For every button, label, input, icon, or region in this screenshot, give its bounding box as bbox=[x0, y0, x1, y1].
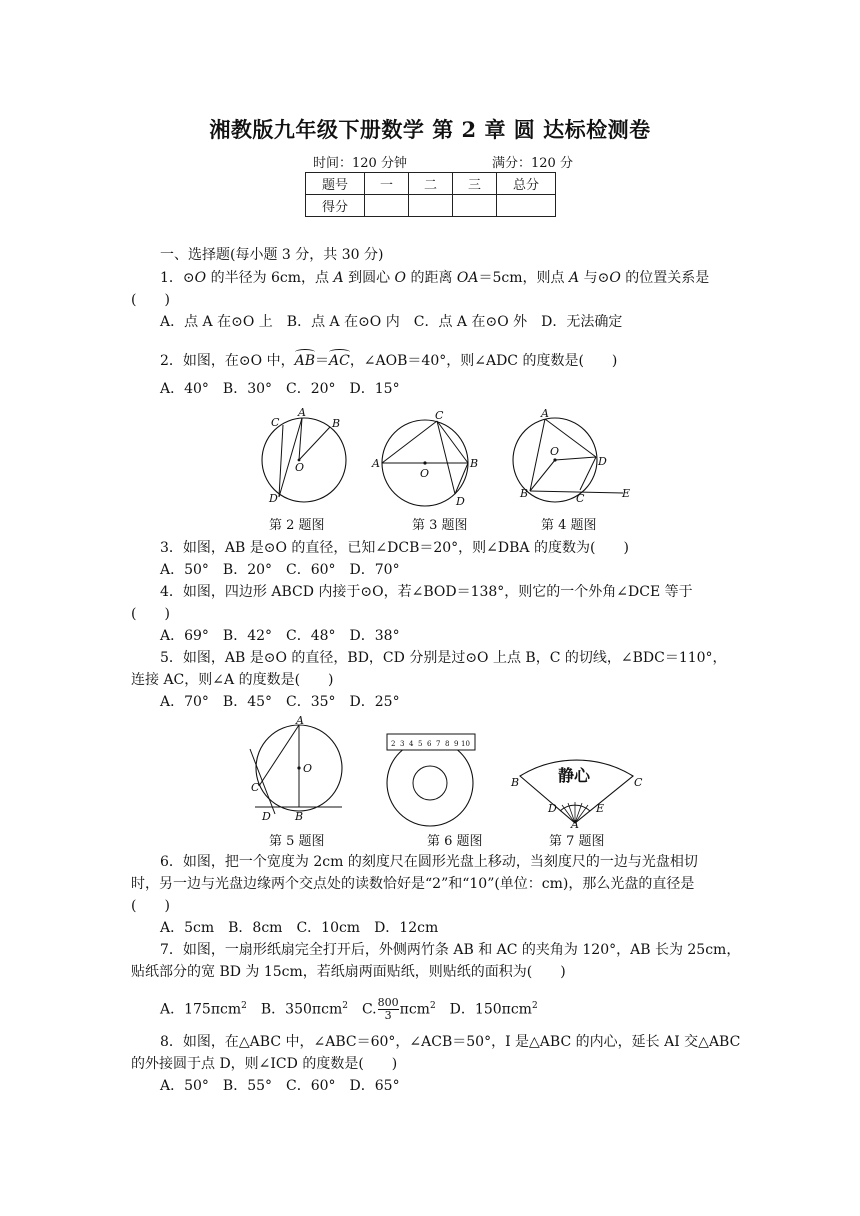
fig4-label-c: C bbox=[576, 492, 585, 505]
fig5-label-c: C bbox=[251, 781, 260, 794]
question-6-options: A．5cm B．8cm C．10cm D．12cm bbox=[160, 920, 439, 936]
question-8-stem-2: 的外接圆于点 D，则∠ICD 的度数是( ) bbox=[131, 1056, 398, 1072]
fig5-label-d: D bbox=[262, 810, 271, 823]
exam-time: 时间：120 分钟 bbox=[313, 156, 407, 171]
fig4-label-a: A bbox=[541, 407, 549, 420]
fig3-label-b: B bbox=[470, 457, 479, 470]
figure-5-caption: 第 5 题图 bbox=[269, 834, 325, 849]
question-6-stem-1: 6．如图，把一个宽度为 2cm 的刻度尺在圆形光盘上移动，当刻度尺的一边与光盘相切 bbox=[160, 854, 698, 870]
question-1-paren: ( ) bbox=[131, 292, 170, 308]
question-4-paren: ( ) bbox=[131, 606, 170, 622]
section-heading: 一、选择题(每小题 3 分，共 30 分) bbox=[160, 247, 384, 263]
ruler-tick: 10 bbox=[461, 740, 470, 748]
fig3-label-a: A bbox=[372, 457, 380, 470]
score-cell: 二 bbox=[409, 173, 453, 195]
fig5-label-o: O bbox=[303, 762, 313, 775]
page-title: 湘教版九年级下册数学 第 2 章 圆 达标检测卷 bbox=[209, 117, 651, 142]
question-2-stem: 2．如图，在⊙O 中，AB＝AC，∠AOB＝40°，则∠ADC 的度数是( ) bbox=[160, 350, 760, 372]
fig7-label-b: B bbox=[511, 776, 520, 789]
figure-5 bbox=[245, 714, 350, 824]
fig4-label-d: D bbox=[598, 455, 607, 468]
question-7-stem-2: 贴纸部分的宽 BD 为 15cm，若纸扇两面贴纸，则贴纸的面积为( ) bbox=[131, 964, 566, 980]
question-5-options: A．70° B．45° C．35° D．25° bbox=[160, 694, 400, 710]
fig2-label-c: C bbox=[271, 416, 280, 429]
fig3-label-d: D bbox=[456, 495, 465, 508]
figure-4-caption: 第 4 题图 bbox=[541, 518, 597, 533]
exam-full-score: 满分：120 分 bbox=[492, 156, 573, 171]
fig4-label-o: O bbox=[550, 445, 560, 458]
score-input-cell bbox=[453, 195, 497, 217]
ruler-tick: 5 bbox=[418, 740, 423, 748]
fig2-label-o: O bbox=[295, 461, 305, 474]
figure-7 bbox=[508, 748, 643, 828]
fig7-label-a: A bbox=[571, 818, 579, 828]
figure-4 bbox=[510, 405, 640, 510]
score-cell: 题号 bbox=[306, 173, 365, 195]
question-8-options: A．50° B．55° C．60° D．65° bbox=[160, 1078, 400, 1094]
figure-6 bbox=[380, 728, 480, 828]
ruler-ticks bbox=[391, 740, 470, 748]
question-1-stem: 1．⊙O 的半径为 6cm，点 A 到圆心 O 的距离 OA＝5cm，则点 A 与⊙O 的位置关系是 bbox=[160, 270, 710, 286]
ruler-tick: 9 bbox=[454, 740, 459, 748]
ruler-tick: 3 bbox=[400, 740, 405, 748]
question-5-stem-2: 连接 AC，则∠A 的度数是( ) bbox=[131, 672, 334, 688]
score-input-cell bbox=[365, 195, 409, 217]
figure-2 bbox=[255, 402, 355, 507]
question-1-options: A．点 A 在⊙O 上 B．点 A 在⊙O 内 C．点 A 在⊙O 外 D．无法确定 bbox=[160, 314, 623, 330]
score-cell: 一 bbox=[365, 173, 409, 195]
fig3-label-o: O bbox=[420, 467, 430, 480]
question-6-paren: ( ) bbox=[131, 898, 170, 914]
question-4-options: A．69° B．42° C．48° D．38° bbox=[160, 628, 400, 644]
fig3-label-c: C bbox=[435, 410, 444, 422]
figure-7-caption: 第 7 题图 bbox=[549, 834, 605, 849]
score-input-cell bbox=[409, 195, 453, 217]
fig2-label-b: B bbox=[332, 417, 341, 430]
figure-6-caption: 第 6 题图 bbox=[427, 834, 483, 849]
ruler-tick: 2 bbox=[391, 740, 396, 748]
fig5-label-b: B bbox=[295, 810, 304, 823]
ruler-tick: 6 bbox=[427, 740, 432, 748]
question-8-stem-1: 8．如图，在△ABC 中，∠ABC＝60°，∠ACB＝50°，I 是△ABC 的内心，延长 AI 交△ABC bbox=[160, 1034, 741, 1050]
score-table-header-row bbox=[306, 173, 556, 195]
ruler-tick: 4 bbox=[409, 740, 414, 748]
question-7-options: A．175πcm$^2$ B．350πcm$^2$ C. $\frac{800}{3}$ πcm$^2$ D．150πcm$^2$ bbox=[160, 996, 538, 1023]
fig7-label-e: E bbox=[596, 802, 605, 815]
question-4-stem: 4．如图，四边形 ABCD 内接于⊙O，若∠BOD＝138°，则它的一个外角∠DCE 等于 bbox=[160, 584, 693, 600]
score-cell: 得分 bbox=[306, 195, 365, 217]
question-7-stem-1: 7．如图，一扇形纸扇完全打开后，外侧两竹条 AB 和 AC 的夹角为 120°，AB 长为 25cm， bbox=[160, 942, 741, 958]
ruler-tick: 7 bbox=[436, 740, 441, 748]
fig5-label-a: A bbox=[296, 714, 304, 727]
fig2-label-d: D bbox=[269, 492, 278, 505]
fig7-fan-text: 静心 bbox=[558, 766, 591, 785]
question-6-stem-2: 时，另一边与光盘边缘两个交点处的读数恰好是“2”和“10”(单位：cm)，那么光盘的直径是 bbox=[131, 876, 695, 892]
figure-2-caption: 第 2 题图 bbox=[269, 518, 325, 533]
question-5-stem-1: 5．如图，AB 是⊙O 的直径，BD，CD 分别是过⊙O 上点 B，C 的切线，∠BDC＝110°， bbox=[160, 650, 727, 666]
question-3-options: A．50° B．20° C．60° D．70° bbox=[160, 562, 400, 578]
fraction: $\frac{800}{3}$ bbox=[377, 996, 399, 1023]
question-2-options: A．40° B．30° C．20° D．15° bbox=[160, 381, 400, 397]
score-table-score-row bbox=[306, 195, 556, 217]
score-cell: 三 bbox=[453, 173, 497, 195]
figure-3 bbox=[370, 410, 480, 510]
fig7-label-d: D bbox=[548, 802, 557, 815]
ruler-tick: 8 bbox=[445, 740, 450, 748]
fig4-label-b: B bbox=[520, 487, 529, 500]
score-input-cell bbox=[497, 195, 556, 217]
question-3-stem: 3．如图，AB 是⊙O 的直径，已知∠DCB＝20°，则∠DBA 的度数为( ) bbox=[160, 540, 629, 556]
fig7-label-c: C bbox=[634, 776, 643, 789]
fig2-label-a: A bbox=[298, 406, 306, 419]
score-cell: 总分 bbox=[497, 173, 556, 195]
fig4-label-e: E bbox=[622, 487, 631, 500]
score-table bbox=[305, 172, 556, 217]
figure-3-caption: 第 3 题图 bbox=[412, 518, 468, 533]
